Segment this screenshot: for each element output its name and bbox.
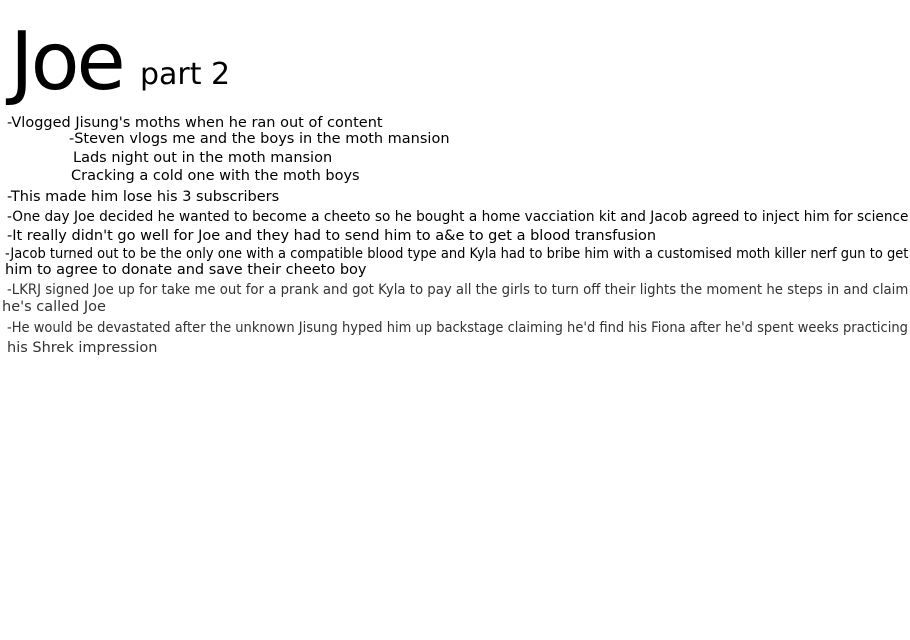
text-line: -Jacob turned out to be the only one with a compatible blood type and Kyla had to bribe him with a customised moth killer nerf gun to get — [5, 246, 909, 262]
text-line: him to agree to donate and save their cheeto boy — [5, 262, 367, 278]
text-line: his Shrek impression — [7, 340, 158, 356]
text-line: Cracking a cold one with the moth boys — [71, 168, 360, 184]
text-line: -Vlogged Jisung's moths when he ran out of content — [7, 115, 383, 131]
text-line: -Steven vlogs me and the boys in the moth mansion — [69, 131, 450, 147]
text-line: -This made him lose his 3 subscribers — [7, 189, 280, 205]
text-line: -One day Joe decided he wanted to become a cheeto so he bought a home vacciation kit and Jacob agreed to inject him for science — [7, 209, 909, 225]
page-subtitle: part 2 — [140, 57, 231, 92]
text-line: Lads night out in the moth mansion — [73, 150, 333, 166]
text-line: he's called Joe — [2, 299, 106, 315]
text-line: -LKRJ signed Joe up for take me out for a prank and got Kyla to pay all the girls to turn off their lights the moment he steps in and claim — [7, 282, 909, 298]
text-line: -It really didn't go well for Joe and they had to send him to a&e to get a blood transfusion — [7, 228, 657, 244]
page-title: Joe — [10, 15, 123, 108]
text-line: -He would be devastated after the unknown Jisung hyped him up backstage claiming he'd find his Fiona after he'd spent weeks practicing — [7, 320, 908, 336]
